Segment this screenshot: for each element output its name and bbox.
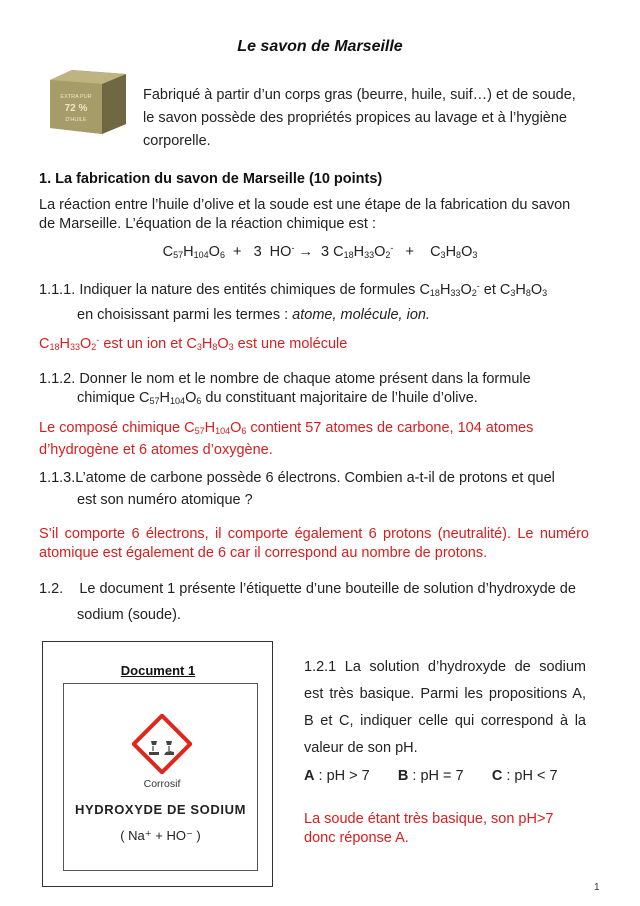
question-text: en choisissant parmi les termes : (77, 307, 293, 323)
soap-label-2: 72 % (64, 103, 88, 114)
page-title: Le savon de Marseille (237, 38, 403, 55)
soap-image (44, 66, 130, 136)
answer-1-1-1: $C_{18}H_{33}O_2^-$ est un ion et $C_3H_8O_3$ est une molécule (39, 335, 348, 352)
choice-c: C : pH < 7 (491, 768, 558, 784)
question-1-1-1: 1.1.1. Indiquer la nature des entités chimiques de formules $C_{18}H_{33}O_2^-$ et $C_3H_8O_3$ en choisissant parmi les termes : atome, molécule, ion. (39, 281, 548, 323)
question-number: 1.1.1. (39, 282, 76, 298)
question-text: est son numéro atomique ? (77, 492, 253, 508)
arrow-icon: → (298, 244, 313, 260)
choice-a: A : pH > 7 (304, 768, 370, 784)
question-text: Donner le nom et le nombre de chaque atome présent dans la formule (79, 371, 531, 387)
question-text: sodium (soude). (77, 607, 181, 623)
answer-1-2-1: La soude étant très basique, son pH>7 donc réponse A. (304, 811, 554, 846)
product-name: HYDROXYDE DE SODIUM (74, 802, 247, 817)
question-1-1-2: 1.1.2. Donner le nom et le nombre de chaque atome présent dans la formule chimique $C_{57}H_{104}O_6$ du constituant majoritaire de l’huile d’olive. (39, 371, 531, 406)
question-number: 1.1.3. (39, 470, 76, 486)
question-number: 1.1.2. (39, 371, 76, 387)
answer-text: est une molécule (237, 336, 348, 352)
question-text: Le document 1 présente l’étiquette d’une bouteille de solution d’hydroxyde de (79, 581, 576, 597)
choice-b: B : pH = 7 (397, 768, 464, 784)
intro-paragraph: Fabriqué à partir d’un corps gras (beurre, huile, suif…) et de soude, le savon possède des propriétés propices au lavage et à l’hygiène corporelle. (143, 87, 576, 149)
document-1-label: Document 1 (120, 663, 196, 678)
soap-label-3: D'HUILE (65, 117, 87, 123)
question-text: L’atome de carbone possède 6 électrons. Combien a-t-il de protons et quel (75, 470, 555, 486)
section-paragraph: La réaction entre l’huile d’olive et la soude est une étape de la fabrication du savon de Marseille. L’équation de la réaction chimique est : (39, 197, 571, 232)
answer-1-1-2: Le composé chimique $C_{57}H_{104}O_6$ contient 57 atomes de carbone, 104 atomes d’hydrogène et 6 atomes d’oxygène. (39, 420, 534, 458)
question-number: 1.2. (39, 581, 64, 597)
soap-label-1: EXTRA PUR (60, 94, 92, 100)
corrosive-hazard-icon (132, 714, 192, 774)
reaction-equation: $C_{57}H_{104}O_6 + 3$ HO- → 3 $C_{18}H_{33}O_2^-$ + $C_3H_8O_3$ (162, 243, 478, 260)
answer-text: Le composé chimique (39, 420, 181, 436)
question-text: chimique (77, 390, 136, 406)
question-1-2 (39, 576, 589, 628)
answer-text: contient 57 atomes de carbone, 104 atomes d’hydrogène et 6 atomes d’oxygène. (39, 420, 534, 458)
page-number: 1 (594, 882, 600, 893)
answer-1-1-3: S’il comporte 6 électrons, il comporte également 6 protons (neutralité). Le numéro atomique est également de 6 car il correspond au nombre de protons. (39, 526, 589, 561)
question-text: du constituant majoritaire de l’huile d’olive. (205, 390, 478, 406)
question-text: Indiquer la nature des entités chimiques de formules (79, 282, 416, 298)
ph-choices (304, 768, 586, 784)
question-terms: atome, molécule, ion. (292, 307, 430, 323)
product-formula: ( Na⁺ + HO⁻ ) (120, 828, 201, 843)
answer-text: est un ion et (103, 336, 183, 352)
hazard-label: Corrosif (143, 778, 181, 790)
question-1-2-1: 1.2.1 La solution d’hydroxyde de sodium est très basique. Parmi les propositions A, B et C, indiquer celle qui correspond à la valeur de son pH. (304, 659, 586, 756)
question-1-1-3 (39, 467, 589, 511)
section-title: 1. La fabrication du savon de Marseille (10 points) (39, 171, 383, 187)
